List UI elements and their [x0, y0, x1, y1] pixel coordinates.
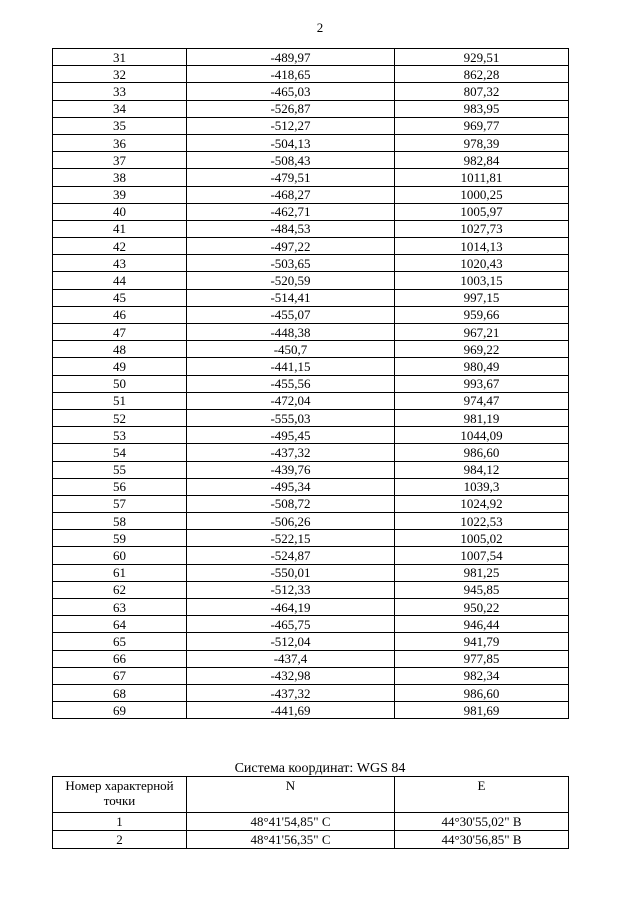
table-row — [53, 461, 569, 478]
point-number-cell: 31 — [53, 49, 187, 66]
y-coordinate-cell: 967,21 — [395, 324, 569, 341]
x-coordinate-cell: -462,71 — [187, 203, 395, 220]
header-e: E — [395, 777, 569, 813]
coordinates-table — [52, 48, 569, 719]
y-coordinate-cell: 997,15 — [395, 289, 569, 306]
x-coordinate-cell: -495,34 — [187, 478, 395, 495]
point-number-cell: 66 — [53, 650, 187, 667]
point-number-cell: 43 — [53, 255, 187, 272]
point-number-cell: 44 — [53, 272, 187, 289]
point-number-cell: 35 — [53, 117, 187, 134]
table-row — [53, 134, 569, 151]
x-coordinate-cell: -524,87 — [187, 547, 395, 564]
table-row — [53, 186, 569, 203]
table-row — [53, 581, 569, 598]
table-row — [53, 530, 569, 547]
x-coordinate-cell: -520,59 — [187, 272, 395, 289]
x-coordinate-cell: -437,4 — [187, 650, 395, 667]
x-coordinate-cell: -448,38 — [187, 324, 395, 341]
x-coordinate-cell: -512,04 — [187, 633, 395, 650]
y-coordinate-cell: 1044,09 — [395, 427, 569, 444]
table-row — [53, 478, 569, 495]
y-coordinate-cell: 969,77 — [395, 117, 569, 134]
x-coordinate-cell: -495,45 — [187, 427, 395, 444]
latitude-cell: 48°41'54,85" С — [187, 813, 395, 831]
x-coordinate-cell: -465,03 — [187, 83, 395, 100]
wgs-table — [52, 776, 569, 849]
y-coordinate-cell: 807,32 — [395, 83, 569, 100]
y-coordinate-cell: 982,34 — [395, 667, 569, 684]
x-coordinate-cell: -472,04 — [187, 392, 395, 409]
x-coordinate-cell: -441,15 — [187, 358, 395, 375]
table-row — [53, 100, 569, 117]
y-coordinate-cell: 1003,15 — [395, 272, 569, 289]
table-row — [53, 409, 569, 426]
y-coordinate-cell: 1005,02 — [395, 530, 569, 547]
table-row — [53, 220, 569, 237]
x-coordinate-cell: -455,07 — [187, 306, 395, 323]
table-row — [53, 375, 569, 392]
table-row — [53, 49, 569, 66]
y-coordinate-cell: 929,51 — [395, 49, 569, 66]
longitude-cell: 44°30'55,02" В — [395, 813, 569, 831]
x-coordinate-cell: -450,7 — [187, 341, 395, 358]
point-number-cell: 63 — [53, 599, 187, 616]
y-coordinate-cell: 981,69 — [395, 702, 569, 719]
point-number-cell: 53 — [53, 427, 187, 444]
x-coordinate-cell: -506,26 — [187, 513, 395, 530]
table-row — [53, 324, 569, 341]
point-number-cell: 32 — [53, 66, 187, 83]
y-coordinate-cell: 1027,73 — [395, 220, 569, 237]
y-coordinate-cell: 986,60 — [395, 444, 569, 461]
y-coordinate-cell: 984,12 — [395, 461, 569, 478]
point-number-cell: 33 — [53, 83, 187, 100]
y-coordinate-cell: 959,66 — [395, 306, 569, 323]
table-row — [53, 255, 569, 272]
x-coordinate-cell: -484,53 — [187, 220, 395, 237]
y-coordinate-cell: 1000,25 — [395, 186, 569, 203]
y-coordinate-cell: 982,84 — [395, 152, 569, 169]
point-number-cell: 65 — [53, 633, 187, 650]
point-number-cell: 54 — [53, 444, 187, 461]
table-row — [53, 495, 569, 512]
point-number-cell: 41 — [53, 220, 187, 237]
y-coordinate-cell: 977,85 — [395, 650, 569, 667]
point-number-cell: 56 — [53, 478, 187, 495]
table-row — [53, 66, 569, 83]
latitude-cell: 48°41'56,35" С — [187, 831, 395, 849]
wgs-header-row — [53, 777, 569, 813]
header-n: N — [187, 777, 395, 813]
x-coordinate-cell: -479,51 — [187, 169, 395, 186]
table-row — [53, 513, 569, 530]
point-number-cell: 59 — [53, 530, 187, 547]
y-coordinate-cell: 986,60 — [395, 684, 569, 701]
point-number-cell: 42 — [53, 238, 187, 255]
table-row — [53, 547, 569, 564]
point-number-cell: 64 — [53, 616, 187, 633]
point-number-cell: 61 — [53, 564, 187, 581]
table-row — [53, 831, 569, 849]
point-number-cell: 51 — [53, 392, 187, 409]
x-coordinate-cell: -555,03 — [187, 409, 395, 426]
page-number: 2 — [316, 20, 324, 35]
coordinates-table-body — [53, 49, 569, 719]
wgs-table-body — [53, 813, 569, 849]
longitude-cell: 44°30'56,85" В — [395, 831, 569, 849]
y-coordinate-cell: 978,39 — [395, 134, 569, 151]
y-coordinate-cell: 945,85 — [395, 581, 569, 598]
point-number-cell: 2 — [53, 831, 187, 849]
point-number-cell: 39 — [53, 186, 187, 203]
x-coordinate-cell: -522,15 — [187, 530, 395, 547]
y-coordinate-cell: 950,22 — [395, 599, 569, 616]
y-coordinate-cell: 981,25 — [395, 564, 569, 581]
point-number-cell: 36 — [53, 134, 187, 151]
table-row — [53, 564, 569, 581]
table-row — [53, 341, 569, 358]
x-coordinate-cell: -489,97 — [187, 49, 395, 66]
x-coordinate-cell: -441,69 — [187, 702, 395, 719]
point-number-cell: 57 — [53, 495, 187, 512]
table-row — [53, 633, 569, 650]
y-coordinate-cell: 862,28 — [395, 66, 569, 83]
x-coordinate-cell: -514,41 — [187, 289, 395, 306]
point-number-cell: 47 — [53, 324, 187, 341]
point-number-cell: 45 — [53, 289, 187, 306]
table-row — [53, 667, 569, 684]
table-row — [53, 152, 569, 169]
x-coordinate-cell: -439,76 — [187, 461, 395, 478]
point-number-cell: 37 — [53, 152, 187, 169]
table-row — [53, 289, 569, 306]
point-number-cell: 67 — [53, 667, 187, 684]
point-number-cell: 48 — [53, 341, 187, 358]
table-row — [53, 117, 569, 134]
table-row — [53, 238, 569, 255]
x-coordinate-cell: -437,32 — [187, 444, 395, 461]
x-coordinate-cell: -512,33 — [187, 581, 395, 598]
y-coordinate-cell: 1022,53 — [395, 513, 569, 530]
point-number-cell: 58 — [53, 513, 187, 530]
x-coordinate-cell: -437,32 — [187, 684, 395, 701]
table-row — [53, 306, 569, 323]
point-number-cell: 40 — [53, 203, 187, 220]
point-number-cell: 49 — [53, 358, 187, 375]
table-row — [53, 358, 569, 375]
y-coordinate-cell: 969,22 — [395, 341, 569, 358]
y-coordinate-cell: 1011,81 — [395, 169, 569, 186]
point-number-cell: 68 — [53, 684, 187, 701]
header-point-number: Номер характерной точки — [53, 777, 187, 813]
x-coordinate-cell: -504,13 — [187, 134, 395, 151]
table-row — [53, 650, 569, 667]
point-number-cell: 69 — [53, 702, 187, 719]
table-row — [53, 203, 569, 220]
y-coordinate-cell: 983,95 — [395, 100, 569, 117]
y-coordinate-cell: 1024,92 — [395, 495, 569, 512]
y-coordinate-cell: 980,49 — [395, 358, 569, 375]
point-number-cell: 62 — [53, 581, 187, 598]
table-row — [53, 427, 569, 444]
x-coordinate-cell: -468,27 — [187, 186, 395, 203]
table-row — [53, 599, 569, 616]
y-coordinate-cell: 993,67 — [395, 375, 569, 392]
coordinate-system-caption: Система координат: WGS 84 — [234, 761, 406, 776]
y-coordinate-cell: 974,47 — [395, 392, 569, 409]
y-coordinate-cell: 1007,54 — [395, 547, 569, 564]
x-coordinate-cell: -455,56 — [187, 375, 395, 392]
x-coordinate-cell: -497,22 — [187, 238, 395, 255]
point-number-cell: 50 — [53, 375, 187, 392]
y-coordinate-cell: 946,44 — [395, 616, 569, 633]
table-row — [53, 813, 569, 831]
table-row — [53, 684, 569, 701]
x-coordinate-cell: -550,01 — [187, 564, 395, 581]
table-row — [53, 702, 569, 719]
y-coordinate-cell: 981,19 — [395, 409, 569, 426]
y-coordinate-cell: 1020,43 — [395, 255, 569, 272]
table-row — [53, 169, 569, 186]
point-number-cell: 55 — [53, 461, 187, 478]
x-coordinate-cell: -418,65 — [187, 66, 395, 83]
point-number-cell: 52 — [53, 409, 187, 426]
point-number-cell: 1 — [53, 813, 187, 831]
x-coordinate-cell: -512,27 — [187, 117, 395, 134]
point-number-cell: 34 — [53, 100, 187, 117]
x-coordinate-cell: -508,43 — [187, 152, 395, 169]
x-coordinate-cell: -503,65 — [187, 255, 395, 272]
point-number-cell: 46 — [53, 306, 187, 323]
x-coordinate-cell: -464,19 — [187, 599, 395, 616]
y-coordinate-cell: 1014,13 — [395, 238, 569, 255]
y-coordinate-cell: 941,79 — [395, 633, 569, 650]
table-row — [53, 272, 569, 289]
point-number-cell: 60 — [53, 547, 187, 564]
x-coordinate-cell: -526,87 — [187, 100, 395, 117]
y-coordinate-cell: 1005,97 — [395, 203, 569, 220]
table-row — [53, 392, 569, 409]
x-coordinate-cell: -465,75 — [187, 616, 395, 633]
x-coordinate-cell: -432,98 — [187, 667, 395, 684]
y-coordinate-cell: 1039,3 — [395, 478, 569, 495]
x-coordinate-cell: -508,72 — [187, 495, 395, 512]
table-row — [53, 444, 569, 461]
table-row — [53, 616, 569, 633]
point-number-cell: 38 — [53, 169, 187, 186]
table-row — [53, 83, 569, 100]
